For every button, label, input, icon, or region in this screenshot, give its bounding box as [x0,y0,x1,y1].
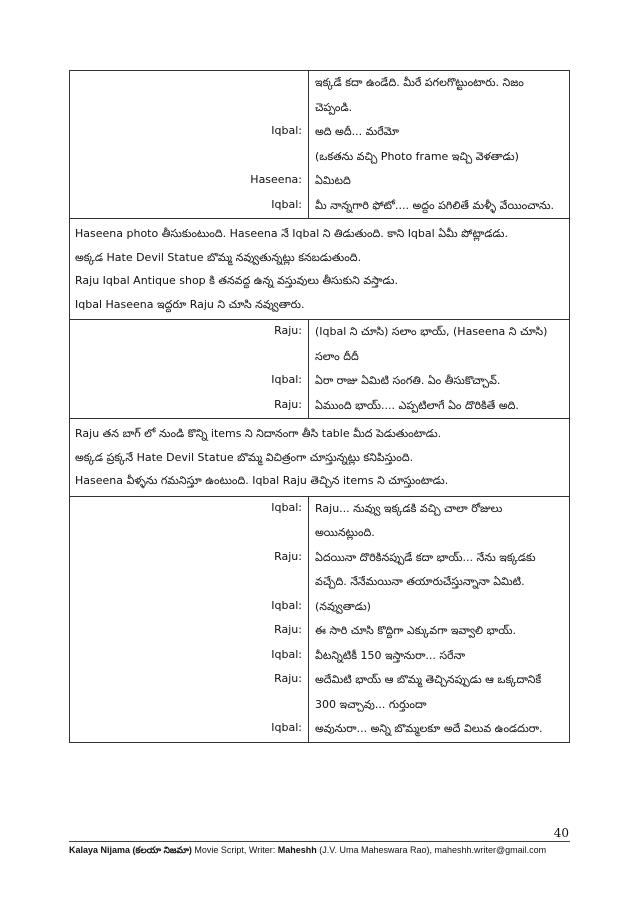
dialogue-text: ఏదయినా దొరికినప్పుడే కదా భాయ్... నేను ఇక్కడకు వచ్చేది. నేనేమయినా తయారుచేస్తున్నానా ఏమిటి. [315,550,536,588]
dialogue-block [70,71,569,218]
speaker-name: Raju: [70,320,309,369]
speaker-name: Iqbal: [70,120,309,145]
speaker-name: Raju: [70,546,309,595]
action-line: Iqbal Haseena ఇద్దరూ Raju ని చూసి నవ్వుతారు. [75,297,305,311]
dialogue-text: అదేమిటి భాయ్ ఆ బొమ్మ తెచ్చినప్పుడు ఆ ఒక్కదానికే 300 ఇచ్చావు... గుర్తుందా [315,673,542,711]
speaker-name: Iqbal: [70,644,309,669]
dialogue-text: ఏరా రాజు ఏమిటి సంగతి. ఏం తీసుకొచ్చావ్. [315,374,501,387]
dialogue-line [70,369,569,394]
dialogue-line [70,145,569,170]
footer-divider [69,841,570,842]
dialogue-line [70,668,569,717]
action-line: Raju తన బాగ్ లో నుండి కొన్ని items ని నిదానంగా తీసి table మీద పెడుతుంటాడు. [75,427,442,440]
speaker-name: Iqbal: [70,595,309,620]
action-line: Haseena photo తీసుకుంటుంది. Haseena నే Iqbal ని తిడుతుంది. కాని Iqbal ఏమీ పోట్లాడడు. [75,227,508,240]
dialogue-lines [70,497,569,742]
action-block [70,419,569,497]
dialogue-text: మీ నాన్నగారి ఫోటో.... అద్దం పగిలితే మళ్ళీ వేయించాను. [315,198,554,212]
dialogue-line [70,394,569,419]
speaker-name: Iqbal: [70,497,309,546]
page-number: 40 [553,826,569,840]
dialogue-line [70,546,569,595]
footer-writer: Maheshh [277,845,317,855]
dialogue-line [70,194,569,219]
dialogue-text: అది అదీ... మరేమో [315,125,399,138]
footer-credit [69,845,546,858]
speaker-name: Iqbal: [70,369,309,394]
dialogue-text: ఈ సారి చూసి కొద్దిగా ఎక్కువగా ఇవ్వాలి భాయ్. [315,624,516,637]
footer-title: Kalaya Nijama (కలయా నిజమా) [69,845,192,855]
dialogue-text: (Iqbal ని చూసి) సలాం భాయ్, (Haseena ని చూసి) సలాం దీదీ [315,325,548,363]
speaker-name: Raju: [70,619,309,644]
dialogue-text: (ఒకతను వచ్చి Photo frame ఇచ్చి వెళతాడు) [315,149,519,163]
speaker-name: Iqbal: [70,194,309,219]
speaker-name: Raju: [70,394,309,419]
dialogue-line [70,169,569,194]
dialogue-line [70,71,569,120]
dialogue-line [70,644,569,669]
footer-credits: (J.V. Uma Maheswara Rao), maheshh.writer@gmail.com [316,845,547,855]
dialogue-text: ఏమిటది [315,174,351,187]
dialogue-block [70,320,569,419]
dialogue-block [70,497,569,742]
dialogue-text: (నవ్వుతాడు) [315,599,371,613]
dialogue-line [70,120,569,145]
dialogue-text: అవునురా... అన్ని బొమ్మలకూ అదే విలువ ఉండదురా. [315,722,543,735]
dialogue-lines [70,71,569,218]
dialogue-text: Raju... నువ్వు ఇక్కడకి వచ్చి చాలా రోజులు అయినట్లుంది. [315,501,503,539]
dialogue-line [70,619,569,644]
action-block [70,218,569,320]
speaker-name: Haseena: [70,169,309,194]
script-table [69,70,570,743]
dialogue-text: ఏముంది భాయ్.... ఎప్పటిలాగే ఏం దొరికితే అది. [315,398,519,412]
footer-rest: Movie Script, Writer: [191,845,278,855]
action-line: Haseena వీళ్ళను గమనిస్తూ ఉంటుంది. Iqbal Raju తెచ్చిన items ని చూస్తుంటాడు. [75,474,449,487]
dialogue-line [70,595,569,620]
speaker-name [70,145,309,170]
dialogue-line [70,497,569,546]
dialogue-text: ఇక్కడే కదా ఉండేది. మీరే పగలగొట్టుంటారు. నిజం చెప్పండి. [315,76,524,114]
dialogue-lines [70,320,569,418]
action-line: అక్కడ Hate Devil Statue బొమ్మ నవ్వుతున్నట్లు కనబడుతుంది. [75,250,362,264]
dialogue-text: వీటన్నిటికీ 150 ఇస్తానురా... సరేనా [315,648,466,662]
speaker-name: Raju: [70,668,309,717]
action-line: Raju Iqbal Antique shop కి తనవద్ద ఉన్న వస్తువులు తీసుకుని వస్తాడు. [75,274,398,287]
speaker-name [70,71,309,120]
dialogue-line [70,320,569,369]
speaker-name: Iqbal: [70,717,309,742]
dialogue-line [70,717,569,742]
action-line: అక్కడ ప్రక్కనే Hate Devil Statue బొమ్మ విచిత్రంగా చూస్తున్నట్లు కనిపిస్తుంది. [75,450,414,464]
